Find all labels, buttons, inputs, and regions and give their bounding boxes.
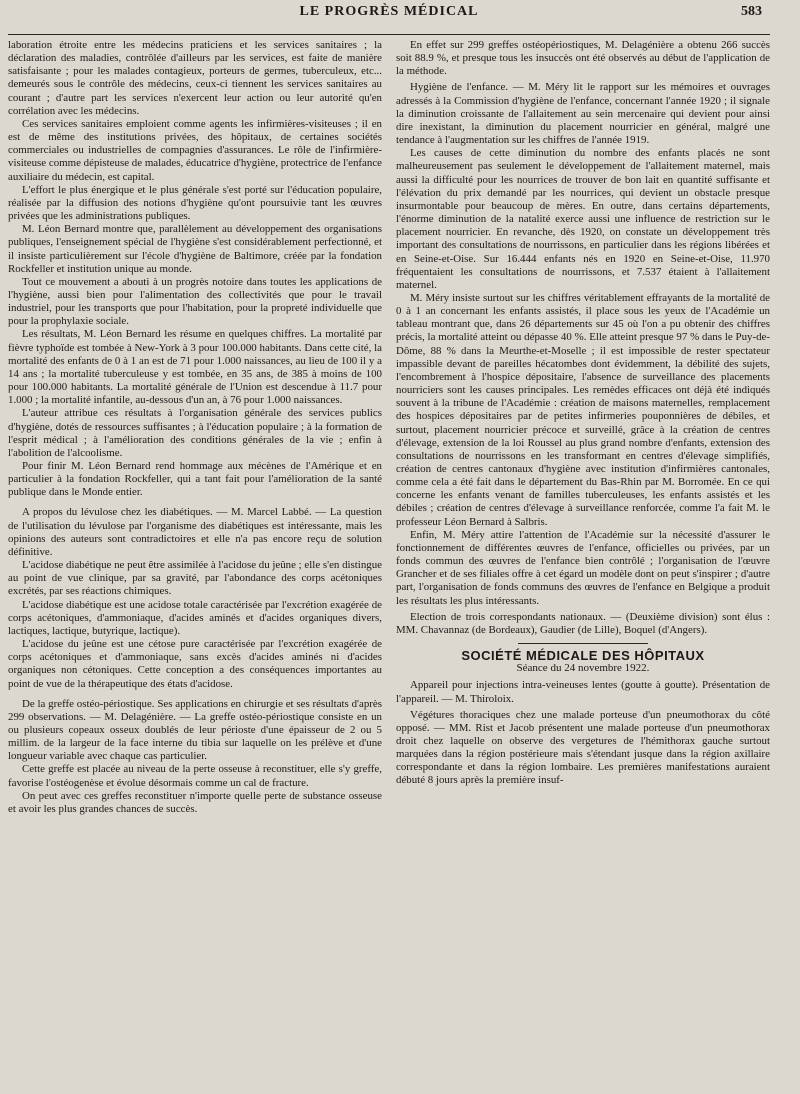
paragraph: Cette greffe est placée au niveau de la perte osseuse à reconstituer, elle s'y greffe, favorise l'ostéogenèse et évolue désormais comme un cal de fracture. [8,763,382,789]
article-vegetures-heading: Végétures thoraciques chez une malade porteuse d'un pneumothorax du côté opposé. — MM. Rist et Jacob présentent une malade porteuse d'un pneumothorax droit chez laquelle on observe des vergetures de l'hémithorax gauche surtout marquées dans la région postérieure mais s'étendant jusque dans la région axillaire correspondante et dans la région lombaire. Les premières manifestations auraient débuté 8 jours après la première insuf- [396,708,770,787]
society-title: SOCIÉTÉ MÉDICALE DES HÔPITAUX [461,648,705,664]
paragraph: laboration étroite entre les médecins praticiens et les services sanitaires ; la déclaration des maladies, contrôlée d'ailleurs par les services, est faite de manière satisfaisante ; pour les malades contagieux, porteurs de germes, tuberculeux, etc... demeurés sous le contrôle des médecins, ceux-ci tiennent les services sanitaires au courant ; d'autre part les services n'exercent leur action ou leur autorité qu'en corrélation avec les médecins. [8,39,382,117]
paragraph: Tout ce mouvement a abouti à un progrès notoire dans toutes les applications de l'hygiène, aussi bien pour l'alimentation des collectivités que pour le travail industriel, pour les transports que pour l'habitation, pour la propreté individuelle que pour la prophylaxie sociale. [8,275,382,328]
page-number: 583 [741,4,762,19]
article-appareil-heading: Appareil pour injections intra-veineuses lentes (goutte à goutte). Présentation de l'appareil. — M. Thiroloix. [396,679,770,705]
journal-title: LE PROGRÈS MÉDICAL [299,4,479,19]
paragraph: On peut avec ces greffes reconstituer n'importe quelle perte de substance osseuse et avoir les plus grandes chances de succès. [8,789,382,815]
paragraph: L'acidose diabétique est une acidose totale caractérisée par l'excrétion exagérée de corps acétoniques, d'ammoniaque, d'acides aminés et d'acides organiques divers, lactiques, lactique, butyrique, lactique). [8,598,382,637]
paragraph: Les résultats, M. Léon Bernard les résume en quelques chiffres. La mortalité par fièvre typhoïde est tombée à New-York à 3 pour 100.000 habitants. Dans cette cité, la mortalité des enfants de 0 à 1 an est de 71 pour 1.000 naissances, au lieu de 100 il y a 14 ans ; la mortalité tuberculeuse y est tombée, en 35 ans, de 385 à moins de 100 pour 100.000 habitants. La mortalité générale de l'Union est descendue à 11.7 pour 1.000 ; la mortalité infantile, au-dessous d'un an, à 76 pour 1.000 naissances. [8,328,382,407]
paragraph: L'acidose du jeûne est une cétose pure caractérisée par l'excrétion exagérée de corps acétoniques et d'ammoniaque, sans excès d'acides aminés ni d'acides organiques non cétoniques. Cette conception a des conséquences importantes au point de vue de la thérapeutique des états d'acidose. [8,638,382,690]
left-column [8,39,382,816]
paragraph: Pour finir M. Léon Bernard rend hommage aux mécènes de l'Amérique et en particulier à la fondation Rockfeller, qui a tant fait pour l'amélioration de la santé publique dans le Monde entier. [8,460,382,499]
paragraph: Les causes de cette diminution du nombre des enfants placés ne sont malheureusement pas seulement le développement de l'allaitement maternel, mais aussi la difficulté pour les nourrices de trouver de bon lait en quantité suffisante et l'élévation du prix demandé par les nourrices, qui devient un obstacle presque insurmontable pour beaucoup de mères. En outre, dans certains départements, l'énorme diminution de la natalité exerce aussi une influence de restriction sur le placement nourricier. En revanche, dès 1920, on constate un développement très important des consultations de nourrissons, en particulier dans les régions libérées et en Seine-et-Oise. Sur 16.444 enfants nés en 1920 en Seine-et-Oise, 11.970 fréquentaient les consultations de nourrissons, et 7.537 étaient à l'allaitement maternel. [396,147,770,291]
paragraph: Enfin, M. Méry attire l'attention de l'Académie sur la nécessité d'assurer le fonctionnement de différentes œuvres de l'enfance, officielles ou privées, par un fonds commun des œuvres de l'enfance bien contrôlé ; l'organisation de l'œuvre Grancher et de ses filiales offre à cet égard un modèle dont on peut s'inspirer ; d'autre part, l'organisation de fonds communs des œuvres de l'enfance en Belgique a produit les résultats les plus intéressants. [396,528,770,607]
paragraph: Ces services sanitaires emploient comme agents les infirmières-visiteuses ; il en est de même des institutions privées, des hôpitaux, de certaines sociétés commerciales ou industrielles de compagnies d'assurances. Le rôle de l'infirmière-visiteuse comme dépisteuse de malades, éducatrice d'hygiène, protectrice de l'enfance auxiliaire du médecin, est capital. [8,117,382,183]
paragraph: M. Méry insiste surtout sur les chiffres véritablement effrayants de la mortalité de 0 à 1 an concernant les enfants assistés, il place sous les yeux de l'Académie un tableau montrant que, dans 26 départements sur 45 où l'on a pu obtenir des chiffres précis, la mortalité atteint ou dépasse 40 %. Elle atteint presque 97 % dans le Puy-de-Dôme, 88 % dans la Meurthe-et-Moselle ; il est impossible de rester spectateur impassible devant de pareilles hécatombes dont évidemment, la débilité des sujets, l'encombrement à l'hospice dépositaire, l'absence de surveillance des placements nourriciers sont les causes principales. Les remèdes efficaces ont déjà été indiqués souvent à la tribune de l'Académie : création de maisons maternelles, remplacement des hospices dépositaires par de petites infirmeries pouponnières de débiles, et surtout, placement nourricier précoce et surveillé, grâce à la création de centres d'élevage, extension de la loi Roussel au plus grand nombre d'enfants, extension des consultations de nourrissons en les transformant en centres d'élevage simplifiés, création de centres cantonaux d'hygiène avec institution d'infirmières cantonales, comme cela a été fait dans le département du Bas-Rhin par M. Borromée. En ce qui concerne les enfants venant de familles tuberculeuses, les enfants assistés et les débiles ; création de centres d'élevage à surveillance renforcée, comme l'a fait M. le professeur Léon Bernard à Salbris. [396,291,770,528]
two-column-body [8,35,770,816]
right-column [396,39,770,816]
page-header [8,0,770,35]
article-hygiene-enfance-heading: Hygiène de l'enfance. — M. Méry lit le rapport sur les mémoires et ouvrages adressés à la Commission d'hygiène de l'enfance, concernant l'année 1920 ; il signale la diminution croissante de l'allaitement au sein mercenaire qui devient pour ainsi dire inexistant, la diminution du placement nourricier en général, malgré une tendance à l'augmentation sur les chiffres de l'année 1919. [396,81,770,147]
election-paragraph: Election de trois correspondants nationaux. — (Deuxième division) sont élus : MM. Chavannaz (de Bordeaux), Gaudier (de Lille), Boquel (d'Angers). [396,610,770,636]
article-greffe-heading: De la greffe ostéo-périostique. Ses applications en chirurgie et ses résultats d'après 299 observations. — M. Delagénière. — La greffe ostéo-périostique consiste en un ou plusieurs copeaux osseux doublés de leur périoste d'une épaisseur de 2 ou 5 millim. de la largeur de la face interne du tibia sur laquelle on les prélève et d'une longueur variable avec chaque cas particulier. [8,697,382,763]
section-divider [518,643,648,644]
paragraph: L'effort le plus énergique et le plus générale s'est porté sur l'éducation populaire, réalisée par la diffusion des notions d'hygiène qu'ont poursuivie tant les œuvres privées que les administrations publiques. [8,183,382,223]
paragraph: M. Léon Bernard montre que, parallèlement au développement des organisations publiques, l'enseignement spécial de l'hygiène s'est considérablement perfectionné, et il insiste particulièrement sur l'école d'hygiène de Baltimore, créée par la fondation Rockfeller et institution unique au monde. [8,223,382,275]
paragraph: En effet sur 299 greffes ostéopériostiques, M. Delagénière a obtenu 266 succès soit 88.9 %, et presque tous les insuccès ont été observés au début de l'application de la méthode. [396,39,770,78]
paragraph: L'acidose diabétique ne peut être assimilée à l'acidose du jeûne ; elle s'en distingue au point de vue clinique, par sa gravité, par l'abondance des corps acétoniques excrétés, par ses réactions chimiques. [8,559,383,598]
society-date: Séance du 24 novembre 1922. [516,662,650,675]
paragraph: L'auteur attribue ces résultats à l'organisation générale des services publics d'hygiène, dotés de ressources suffisantes ; à l'éducation populaire ; à la formation de l'esprit médical ; à l'amélioration des conditions générales de la vie ; enfin à l'abolition de l'alcoolisme. [8,407,382,459]
article-levulose-heading: A propos du lévulose chez les diabétiques. — M. Marcel Labbé. — La question de l'utilisation du lévulose par l'organisme des diabétiques est intéressante, mais les opinions des auteurs sont contradictoires et elle n'a pas encore reçu de solution définitive. [8,506,382,558]
